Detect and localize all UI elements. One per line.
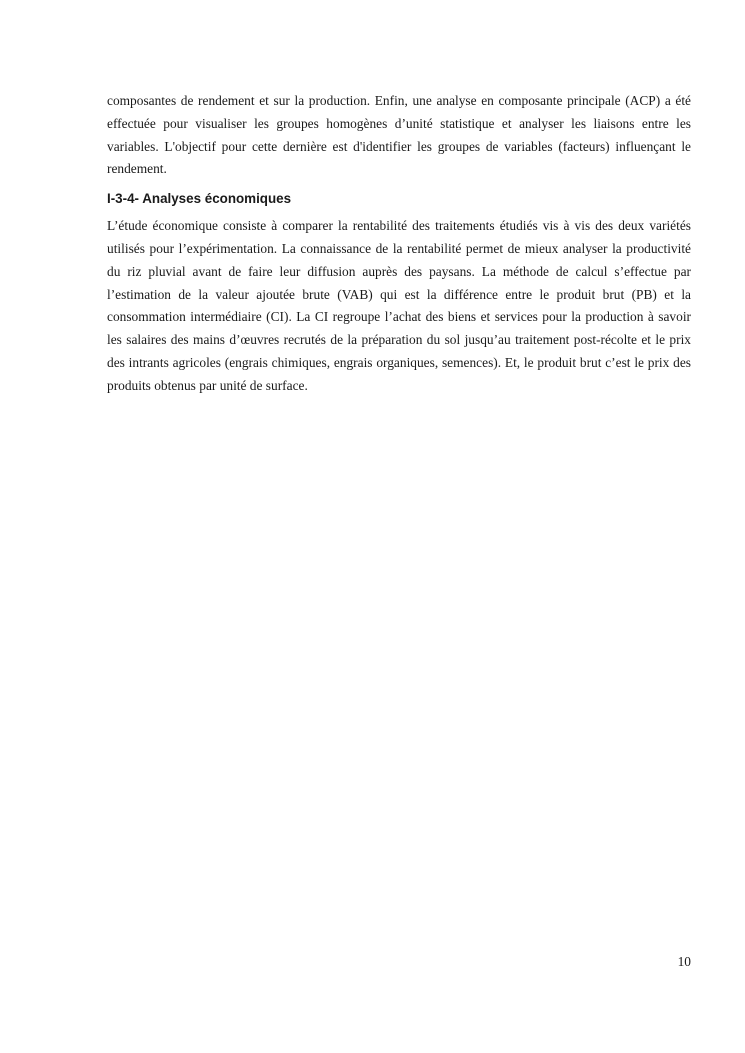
intro-paragraph: composantes de rendement et sur la production. Enfin, une analyse en composante principale (ACP) a été effectuée pour visualiser les groupes homogènes d’unité statistique et analyser les liaisons entre les variables. L'objectif pour cette dernière est d'identifier les groupes de variables (facteurs) influençant le rendement. [107,93,691,177]
page-number: 10 [677,954,691,969]
page-body [107,90,691,398]
section-heading: I-3-4- Analyses économiques [107,191,292,207]
economic-analysis-paragraph: L’étude économique consiste à comparer la rentabilité des traitements étudiés vis à vis des deux variétés utilisés pour l’expérimentation. La connaissance de la rentabilité permet de mieux analyser la productivité du riz pluvial avant de faire leur diffusion auprès des paysans. La méthode de calcul s’effectue par l’estimation de la valeur ajoutée brute (VAB) qui est la différence entre le produit brut (PB) et la consommation intermédiaire (CI). La CI regroupe l’achat des biens et services pour la production à savoir les salaires des mains d’œuvres recrutés de la préparation du sol jusqu’au traitement post-récolte et le prix des intrants agricoles (engrais chimiques, engrais organiques, semences). Et, le produit brut c’est le prix des produits obtenus par unité de surface. [107,218,691,393]
